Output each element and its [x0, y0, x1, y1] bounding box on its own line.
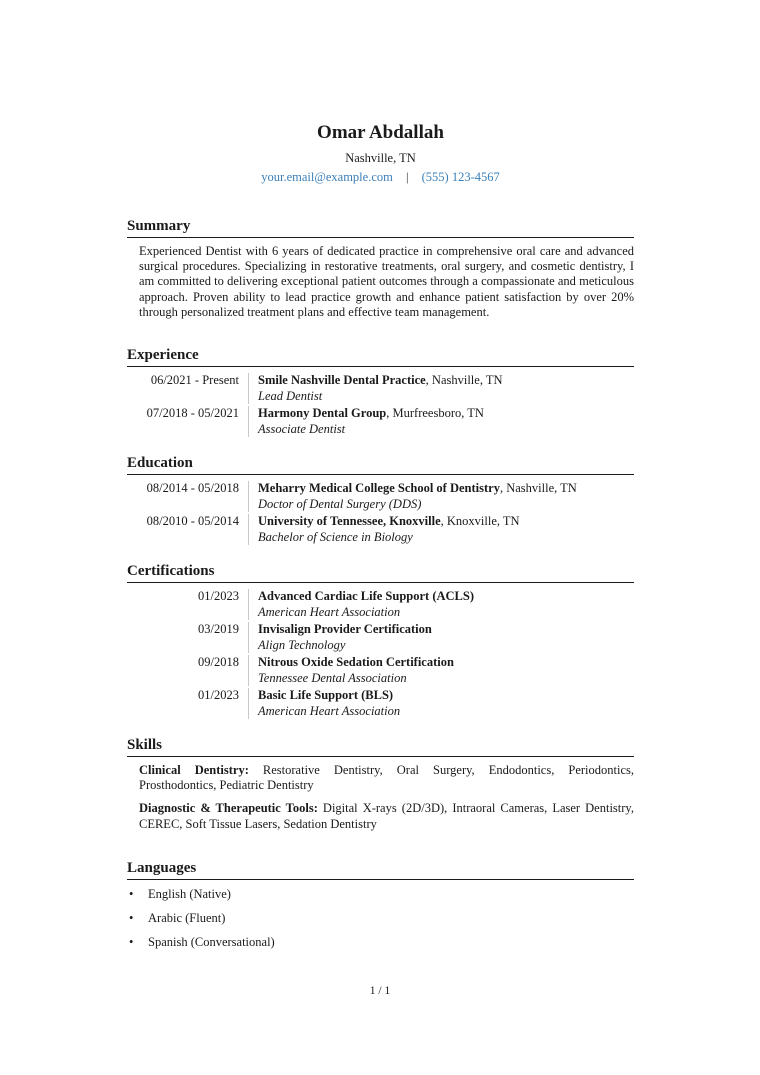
experience-entry [127, 406, 634, 437]
skill-group-list: Digital X-rays (2D/3D), Intraoral Cameras, Laser Dentistry, CEREC, Soft Tissue Lasers, Sedation Dentistry [139, 801, 634, 831]
entry-location: , Knoxville, TN [440, 514, 520, 529]
language-item [127, 910, 634, 926]
resume-header [127, 120, 634, 186]
entry-degree: Doctor of Dental Surgery (DDS) [258, 496, 422, 511]
education-entry [127, 514, 634, 545]
entry-role: Lead Dentist [258, 388, 323, 403]
certifications-section [127, 561, 634, 719]
bullet-icon: • [129, 886, 134, 901]
certification-issuer: Tennessee Dental Association [258, 670, 407, 685]
certifications-title: Certifications [127, 561, 634, 583]
bullet-icon: • [129, 910, 134, 925]
skills-section [127, 735, 634, 832]
entry-organization: Smile Nashville Dental Practice [258, 373, 426, 388]
entry-organization: Meharry Medical College School of Dentistry [258, 481, 500, 496]
candidate-location: Nashville, TN [345, 151, 416, 165]
languages-section [127, 858, 634, 950]
certification-issuer: American Heart Association [258, 604, 401, 619]
entry-date: 09/2018 [198, 655, 239, 670]
language-label: Spanish (Conversational) [148, 934, 275, 949]
languages-list [127, 886, 634, 950]
entry-date: 08/2014 - 05/2018 [146, 481, 239, 496]
education-section [127, 453, 634, 545]
skill-group-label: Diagnostic & Therapeutic Tools: [139, 801, 318, 816]
entry-location: , Nashville, TN [425, 373, 503, 388]
entry-role: Associate Dentist [258, 421, 346, 436]
bullet-icon: • [129, 934, 134, 949]
certification-entry [127, 622, 634, 653]
entry-location: , Nashville, TN [499, 481, 577, 496]
experience-title: Experience [127, 345, 634, 367]
certification-entry [127, 688, 634, 719]
skill-group [139, 763, 634, 793]
certification-entry [127, 589, 634, 620]
certification-name: Invisalign Provider Certification [258, 622, 432, 637]
phone-link[interactable]: (555) 123-4567 [421, 170, 500, 184]
entry-degree: Bachelor of Science in Biology [258, 529, 413, 544]
certification-entry [127, 655, 634, 686]
entry-date: 01/2023 [198, 688, 239, 703]
language-item [127, 934, 634, 950]
experience-section [127, 345, 634, 437]
certification-issuer: American Heart Association [258, 703, 401, 718]
entry-date: 06/2021 - Present [150, 373, 239, 388]
entry-organization: Harmony Dental Group [258, 406, 387, 421]
certification-name: Advanced Cardiac Life Support (ACLS) [258, 589, 474, 604]
skills-title: Skills [127, 735, 634, 757]
page-number: 1 / 1 [369, 985, 391, 997]
entry-location: , Murfreesboro, TN [386, 406, 484, 421]
summary-section [127, 216, 634, 320]
skill-group-label: Clinical Dentistry: [139, 763, 249, 778]
language-item [127, 886, 634, 902]
summary-text: Experienced Dentist with 6 years of dedicated practice in comprehensive oral care and advanced surgical procedures. Specializing in restorative treatments, oral surgery, and cosmetic dentistry, I am committed to delivering exceptional patient outcomes through a compassionate and meticulous approach. Proven ability to lead practice growth and enhance patient satisfaction by over 20% through personalized treatment plans and effective team management. [139, 244, 634, 319]
entry-organization: University of Tennessee, Knoxville [258, 514, 441, 529]
certification-name: Basic Life Support (BLS) [258, 688, 394, 703]
entry-date: 07/2018 - 05/2021 [146, 406, 239, 421]
entry-date: 01/2023 [198, 589, 239, 604]
email-link[interactable]: your.email@example.com [261, 170, 393, 184]
language-label: Arabic (Fluent) [148, 910, 226, 925]
language-label: English (Native) [148, 886, 231, 901]
languages-title: Languages [127, 858, 634, 880]
certification-issuer: Align Technology [258, 637, 346, 652]
entry-date: 03/2019 [198, 622, 239, 637]
education-title: Education [127, 453, 634, 475]
contact-separator: | [405, 170, 409, 184]
entry-date: 08/2010 - 05/2014 [146, 514, 239, 529]
resume-page [127, 120, 634, 958]
candidate-name: Omar Abdallah [317, 122, 444, 143]
skill-group-list: Restorative Dentistry, Oral Surgery, Endodontics, Periodontics, Prosthodontics, Pediatric Dentistry [139, 763, 635, 793]
skill-group [139, 801, 634, 831]
summary-title: Summary [127, 216, 634, 238]
contact-line [127, 168, 634, 186]
certification-name: Nitrous Oxide Sedation Certification [258, 655, 454, 670]
education-entry [127, 481, 634, 512]
experience-entry [127, 373, 634, 404]
